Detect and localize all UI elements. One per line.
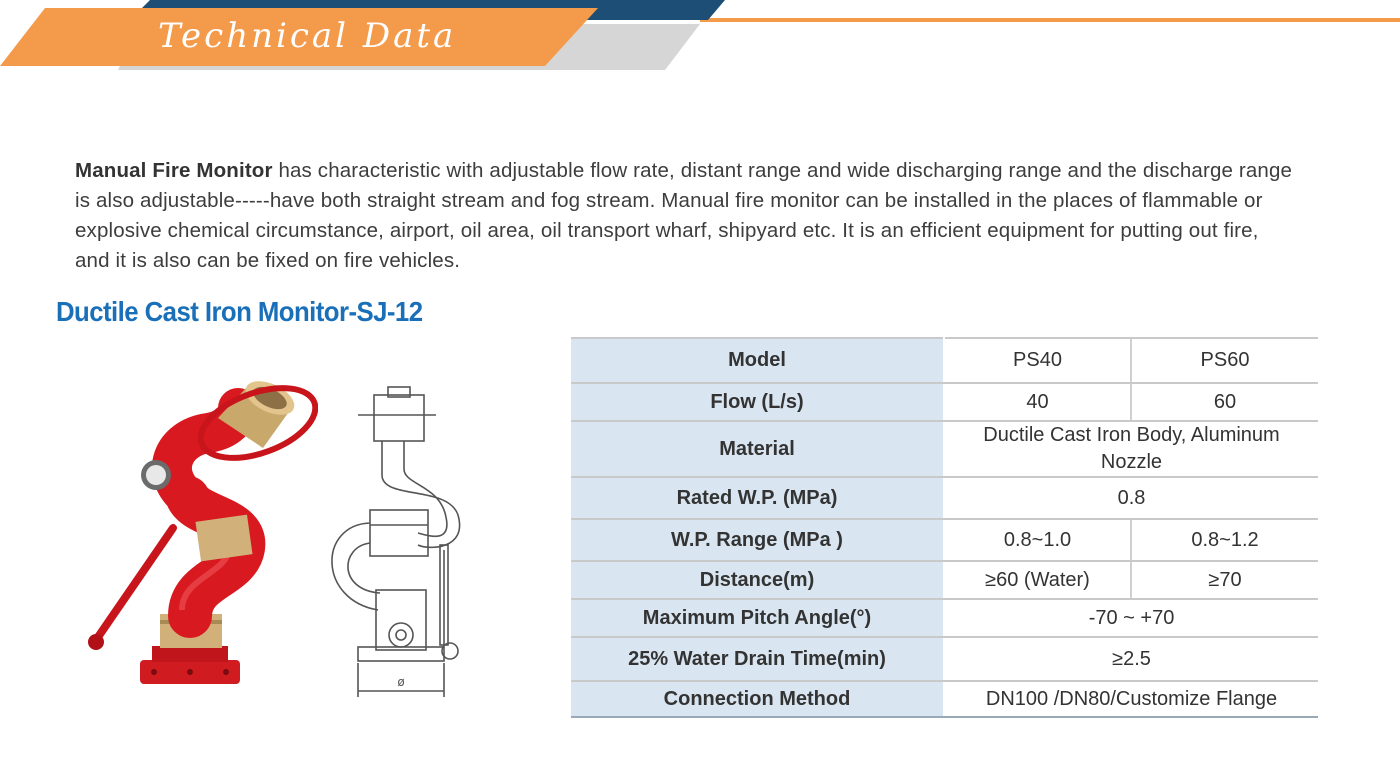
drain-time-value: ≥2.5 <box>944 637 1318 681</box>
intro-paragraph <box>75 156 1295 276</box>
row-label-model: Model <box>571 338 944 383</box>
distance-ps40: ≥60 (Water) <box>944 561 1131 599</box>
table-row <box>571 637 1318 681</box>
row-label-flow: Flow (L/s) <box>571 383 944 421</box>
row-label-wp-range: W.P. Range (MPa ) <box>571 519 944 561</box>
table-row <box>571 599 1318 637</box>
flow-ps60: 60 <box>1131 383 1318 421</box>
model-ps40: PS40 <box>944 338 1131 383</box>
row-label-connection: Connection Method <box>571 681 944 717</box>
banner-rule <box>700 18 1400 22</box>
page-title: Technical Data <box>158 16 457 56</box>
material-value: Ductile Cast Iron Body, Aluminum Nozzle <box>944 421 1318 477</box>
product-title: Ductile Cast Iron Monitor-SJ-12 <box>56 296 423 327</box>
wp-range-ps60: 0.8~1.2 <box>1131 519 1318 561</box>
row-label-distance: Distance(m) <box>571 561 944 599</box>
distance-ps60: ≥70 <box>1131 561 1318 599</box>
row-label-material: Material <box>571 421 944 477</box>
pitch-angle-value: -70 ~ +70 <box>944 599 1318 637</box>
table-row <box>571 681 1318 717</box>
model-ps60: PS60 <box>1131 338 1318 383</box>
drawing-diameter-label: ø <box>397 675 405 689</box>
table-row <box>571 421 1318 477</box>
fire-monitor-photo <box>78 378 318 708</box>
table-row <box>571 519 1318 561</box>
table-row <box>571 338 1318 383</box>
spec-table <box>571 337 1318 718</box>
intro-text: has characteristic with adjustable flow rate, distant range and wide discharging range and the discharge range is also adjustable-----have both straight stream and fog stream. Manual fire monitor can be installed in the places of flammable or explosive chemical circumstance, airport, oil area, oil transport wharf, shipyard etc. It is an efficient equipment for putting out fire, and it is also can be fixed on fire vehicles. <box>75 159 1293 272</box>
flow-ps40: 40 <box>944 383 1131 421</box>
header-banner <box>0 0 1400 75</box>
row-label-rated-wp: Rated W.P. (MPa) <box>571 477 944 519</box>
row-label-pitch-angle: Maximum Pitch Angle(°) <box>571 599 944 637</box>
table-row <box>571 561 1318 599</box>
connection-value: DN100 /DN80/Customize Flange <box>944 681 1318 717</box>
fire-monitor-drawing <box>318 385 468 705</box>
table-row <box>571 477 1318 519</box>
table-row <box>571 383 1318 421</box>
intro-bold-term: Manual Fire Monitor <box>75 159 273 182</box>
row-label-drain-time: 25% Water Drain Time(min) <box>571 637 944 681</box>
rated-wp-value: 0.8 <box>944 477 1318 519</box>
wp-range-ps40: 0.8~1.0 <box>944 519 1131 561</box>
